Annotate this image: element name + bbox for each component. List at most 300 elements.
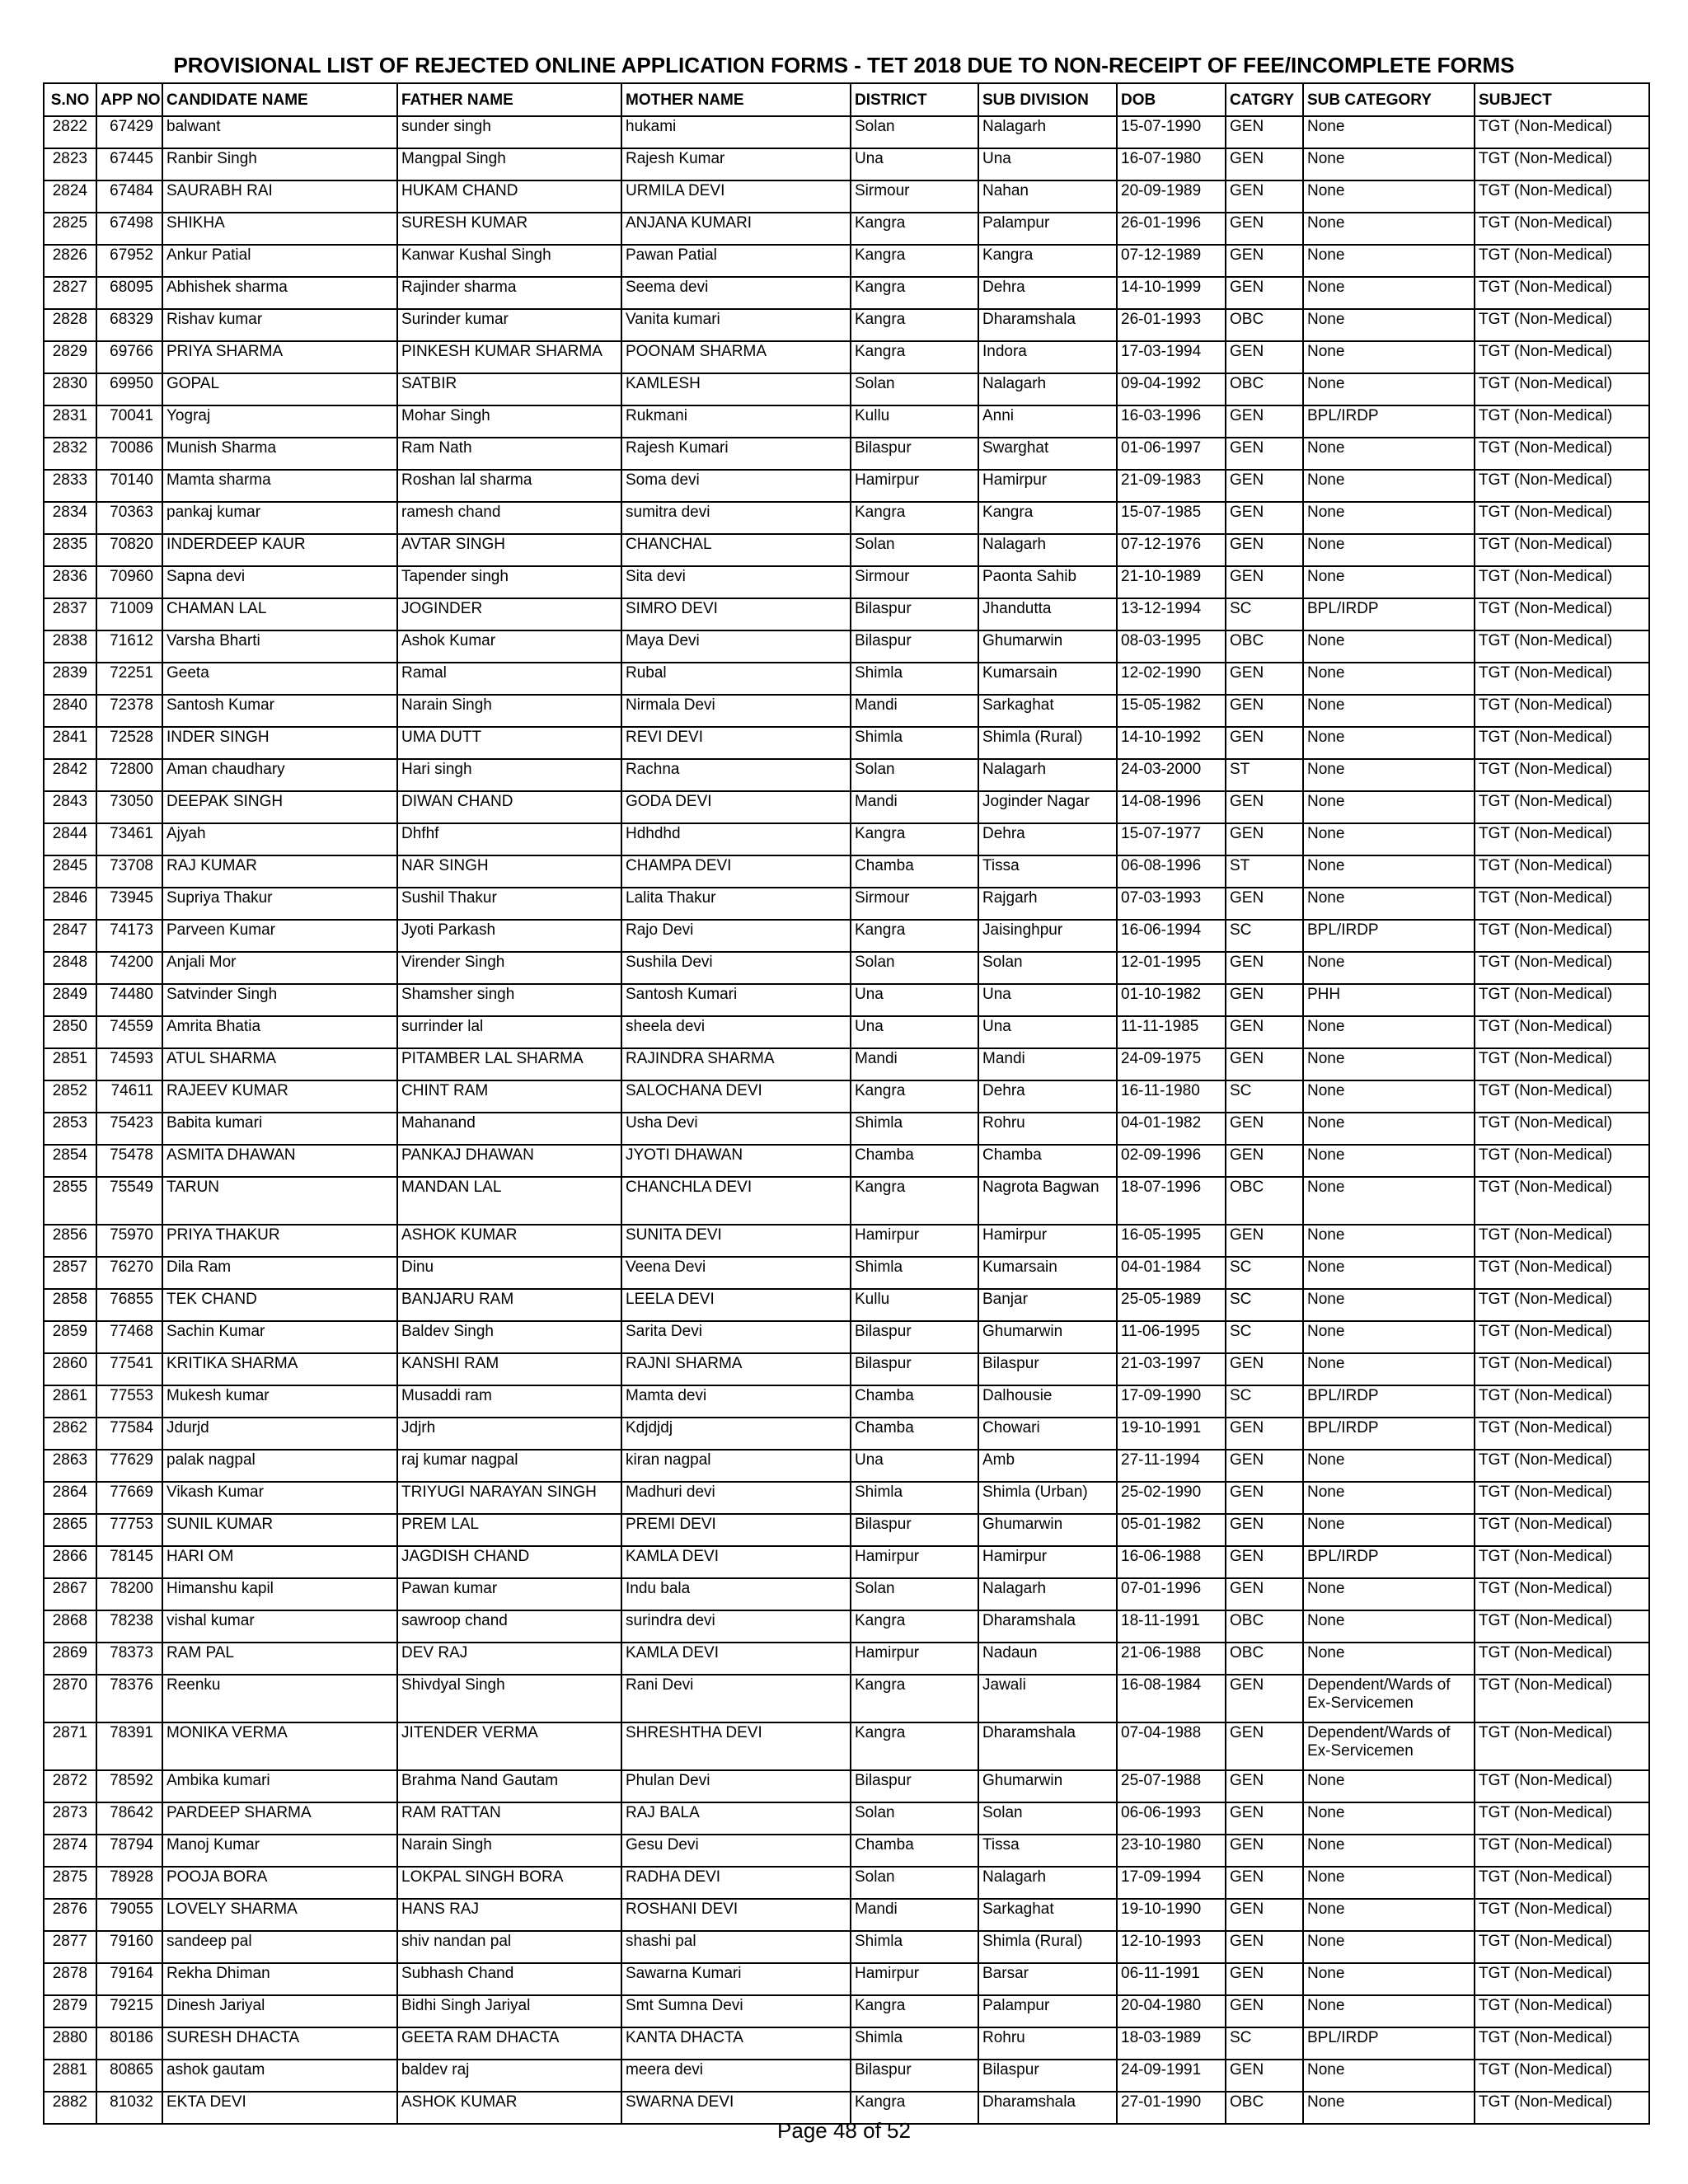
cell-dob: 27-01-1990 [1117,2092,1226,2124]
cell-district: Bilaspur [851,1353,978,1385]
table-row [44,502,1649,534]
cell-father-name: Shamsher singh [397,984,621,1016]
cell-subject: TGT (Non-Medical) [1475,727,1649,759]
cell-sno: 2846 [44,888,96,920]
cell-dob: 06-08-1996 [1117,855,1226,888]
cell-sub-category: None [1303,1113,1475,1145]
cell-father-name: Jdjrh [397,1418,621,1450]
cell-dob: 12-02-1990 [1117,663,1226,695]
cell-subject: TGT (Non-Medical) [1475,1418,1649,1450]
cell-sub-category: None [1303,1048,1475,1080]
cell-mother-name: surindra devi [621,1610,851,1643]
cell-sub-division: Dharamshala [978,309,1117,341]
cell-category: GEN [1226,534,1303,566]
table-row [44,1578,1649,1610]
cell-district: Sirmour [851,180,978,213]
cell-subject: TGT (Non-Medical) [1475,534,1649,566]
cell-sub-division: Chamba [978,1145,1117,1177]
cell-district: Shimla [851,1482,978,1514]
cell-candidate-name: SURESH DHACTA [162,2027,397,2060]
cell-candidate-name: INDER SINGH [162,727,397,759]
cell-app-no: 72378 [96,695,162,727]
cell-subject: TGT (Non-Medical) [1475,1353,1649,1385]
cell-sub-category: None [1303,180,1475,213]
cell-sub-division: Nadaun [978,1643,1117,1675]
cell-category: GEN [1226,213,1303,245]
cell-dob: 02-09-1996 [1117,1145,1226,1177]
cell-mother-name: URMILA DEVI [621,180,851,213]
cell-mother-name: Hdhdhd [621,823,851,855]
cell-sno: 2822 [44,116,96,148]
cell-district: Sirmour [851,888,978,920]
cell-district: Kullu [851,1289,978,1321]
cell-father-name: MANDAN LAL [397,1177,621,1225]
cell-father-name: Pawan kumar [397,1578,621,1610]
cell-mother-name: Phulan Devi [621,1770,851,1802]
page-number: Page 48 of 52 [777,2118,911,2143]
cell-sno: 2874 [44,1835,96,1867]
cell-candidate-name: PRIYA SHARMA [162,341,397,373]
cell-candidate-name: ASMITA DHAWAN [162,1145,397,1177]
cell-mother-name: Rukmani [621,405,851,438]
cell-candidate-name: Mukesh kumar [162,1385,397,1418]
column-header-mother-name: MOTHER NAME [621,83,851,116]
cell-district: Kangra [851,245,978,277]
cell-candidate-name: ashok gautam [162,2060,397,2092]
cell-sub-division: Hamirpur [978,470,1117,502]
cell-sub-category: None [1303,823,1475,855]
cell-app-no: 68095 [96,277,162,309]
cell-app-no: 74200 [96,952,162,984]
cell-candidate-name: EKTA DEVI [162,2092,397,2124]
cell-sub-division: Shimla (Rural) [978,727,1117,759]
cell-subject: TGT (Non-Medical) [1475,1643,1649,1675]
cell-district: Bilaspur [851,1514,978,1546]
cell-category: OBC [1226,373,1303,405]
cell-category: GEN [1226,1113,1303,1145]
cell-sub-category: None [1303,470,1475,502]
cell-sub-division: Solan [978,952,1117,984]
cell-sub-category: None [1303,1963,1475,1995]
cell-sub-category: None [1303,1802,1475,1835]
cell-candidate-name: PARDEEP SHARMA [162,1802,397,1835]
cell-sub-category: None [1303,341,1475,373]
cell-candidate-name: PRIYA THAKUR [162,1225,397,1257]
cell-father-name: CHINT RAM [397,1080,621,1113]
cell-sub-division: Hamirpur [978,1546,1117,1578]
cell-sno: 2858 [44,1289,96,1321]
cell-sno: 2850 [44,1016,96,1048]
cell-sub-category: BPL/IRDP [1303,2027,1475,2060]
cell-candidate-name: Satvinder Singh [162,984,397,1016]
table-row [44,630,1649,663]
cell-mother-name: Sarita Devi [621,1321,851,1353]
cell-sub-division: Nalagarh [978,534,1117,566]
cell-category: GEN [1226,695,1303,727]
cell-candidate-name: RAJ KUMAR [162,855,397,888]
cell-sno: 2882 [44,2092,96,2124]
cell-category: GEN [1226,1722,1303,1770]
cell-dob: 16-06-1988 [1117,1546,1226,1578]
cell-mother-name: Madhuri devi [621,1482,851,1514]
cell-candidate-name: Aman chaudhary [162,759,397,791]
column-header-sno: S.NO [44,83,96,116]
cell-sno: 2876 [44,1899,96,1931]
cell-candidate-name: Sachin Kumar [162,1321,397,1353]
cell-candidate-name: Mamta sharma [162,470,397,502]
cell-mother-name: Rajesh Kumar [621,148,851,180]
cell-district: Solan [851,952,978,984]
cell-father-name: UMA DUTT [397,727,621,759]
column-header-candidate-name: CANDIDATE NAME [162,83,397,116]
cell-district: Hamirpur [851,1643,978,1675]
cell-district: Kangra [851,2092,978,2124]
cell-sub-division: Rohru [978,1113,1117,1145]
cell-mother-name: Mamta devi [621,1385,851,1418]
cell-category: GEN [1226,277,1303,309]
cell-subject: TGT (Non-Medical) [1475,1048,1649,1080]
cell-subject: TGT (Non-Medical) [1475,1931,1649,1963]
table-row [44,855,1649,888]
cell-sno: 2877 [44,1931,96,1963]
cell-district: Solan [851,116,978,148]
cell-father-name: Mahanand [397,1113,621,1145]
cell-candidate-name: Dinesh Jariyal [162,1995,397,2027]
cell-sub-division: Una [978,984,1117,1016]
cell-mother-name: Rani Devi [621,1675,851,1722]
cell-sub-division: Rajgarh [978,888,1117,920]
cell-sno: 2862 [44,1418,96,1450]
cell-app-no: 77584 [96,1418,162,1450]
cell-dob: 15-07-1977 [1117,823,1226,855]
cell-dob: 18-07-1996 [1117,1177,1226,1225]
cell-category: OBC [1226,1610,1303,1643]
cell-father-name: sawroop chand [397,1610,621,1643]
table-body [44,116,1649,2124]
cell-mother-name: JYOTI DHAWAN [621,1145,851,1177]
cell-sno: 2881 [44,2060,96,2092]
cell-dob: 13-12-1994 [1117,598,1226,630]
table-row [44,373,1649,405]
cell-dob: 18-11-1991 [1117,1610,1226,1643]
cell-app-no: 70820 [96,534,162,566]
cell-father-name: HANS RAJ [397,1899,621,1931]
cell-father-name: Mohar Singh [397,405,621,438]
cell-subject: TGT (Non-Medical) [1475,598,1649,630]
cell-sub-category: None [1303,1995,1475,2027]
cell-sub-category: None [1303,1867,1475,1899]
cell-category: GEN [1226,438,1303,470]
cell-mother-name: SWARNA DEVI [621,2092,851,2124]
cell-sno: 2823 [44,148,96,180]
cell-father-name: raj kumar nagpal [397,1450,621,1482]
cell-sub-category: None [1303,663,1475,695]
cell-district: Bilaspur [851,1770,978,1802]
cell-sno: 2830 [44,373,96,405]
cell-category: GEN [1226,1450,1303,1482]
cell-dob: 07-04-1988 [1117,1722,1226,1770]
cell-app-no: 74611 [96,1080,162,1113]
cell-candidate-name: SAURABH RAI [162,180,397,213]
cell-subject: TGT (Non-Medical) [1475,1963,1649,1995]
cell-app-no: 77629 [96,1450,162,1482]
cell-sub-category: None [1303,1610,1475,1643]
table-header-row [44,83,1649,116]
cell-sub-category: None [1303,1353,1475,1385]
cell-sno: 2851 [44,1048,96,1080]
cell-dob: 16-11-1980 [1117,1080,1226,1113]
cell-category: OBC [1226,1643,1303,1675]
cell-app-no: 77541 [96,1353,162,1385]
cell-sub-category: None [1303,695,1475,727]
cell-candidate-name: SUNIL KUMAR [162,1514,397,1546]
cell-sub-division: Kangra [978,245,1117,277]
cell-app-no: 76855 [96,1289,162,1321]
cell-dob: 25-02-1990 [1117,1482,1226,1514]
cell-district: Mandi [851,695,978,727]
cell-subject: TGT (Non-Medical) [1475,791,1649,823]
cell-sno: 2832 [44,438,96,470]
table-row [44,245,1649,277]
cell-sno: 2880 [44,2027,96,2060]
cell-app-no: 67484 [96,180,162,213]
cell-dob: 06-11-1991 [1117,1963,1226,1995]
cell-app-no: 71612 [96,630,162,663]
cell-sub-category: None [1303,534,1475,566]
column-header-sub-category: SUB CATEGORY [1303,83,1475,116]
cell-father-name: surrinder lal [397,1016,621,1048]
cell-father-name: PITAMBER LAL SHARMA [397,1048,621,1080]
cell-dob: 17-09-1994 [1117,1867,1226,1899]
cell-app-no: 70086 [96,438,162,470]
cell-dob: 07-12-1976 [1117,534,1226,566]
cell-sno: 2833 [44,470,96,502]
cell-sub-division: Una [978,148,1117,180]
cell-app-no: 74173 [96,920,162,952]
cell-dob: 04-01-1984 [1117,1257,1226,1289]
cell-app-no: 71009 [96,598,162,630]
cell-candidate-name: Himanshu kapil [162,1578,397,1610]
cell-sub-division: Palampur [978,213,1117,245]
cell-category: SC [1226,1289,1303,1321]
cell-subject: TGT (Non-Medical) [1475,1802,1649,1835]
cell-sub-category: None [1303,1450,1475,1482]
cell-sub-division: Palampur [978,1995,1117,2027]
cell-mother-name: Lalita Thakur [621,888,851,920]
cell-district: Shimla [851,2027,978,2060]
table-row [44,1257,1649,1289]
cell-sub-category: None [1303,2092,1475,2124]
cell-dob: 16-03-1996 [1117,405,1226,438]
table-row [44,1802,1649,1835]
cell-sub-category: None [1303,1899,1475,1931]
table-row [44,2060,1649,2092]
cell-category: ST [1226,759,1303,791]
cell-candidate-name: Anjali Mor [162,952,397,984]
cell-sno: 2845 [44,855,96,888]
cell-dob: 16-08-1984 [1117,1675,1226,1722]
cell-subject: TGT (Non-Medical) [1475,1675,1649,1722]
cell-candidate-name: Munish Sharma [162,438,397,470]
table-row [44,1867,1649,1899]
cell-father-name: RAM RATTAN [397,1802,621,1835]
table-row [44,534,1649,566]
cell-subject: TGT (Non-Medical) [1475,341,1649,373]
cell-dob: 26-01-1996 [1117,213,1226,245]
cell-candidate-name: Varsha Bharti [162,630,397,663]
cell-dob: 24-09-1991 [1117,2060,1226,2092]
cell-district: Mandi [851,1048,978,1080]
cell-father-name: ramesh chand [397,502,621,534]
cell-app-no: 68329 [96,309,162,341]
cell-sub-division: Mandi [978,1048,1117,1080]
cell-app-no: 72800 [96,759,162,791]
cell-dob: 12-10-1993 [1117,1931,1226,1963]
cell-dob: 07-12-1989 [1117,245,1226,277]
cell-subject: TGT (Non-Medical) [1475,2092,1649,2124]
cell-subject: TGT (Non-Medical) [1475,2027,1649,2060]
cell-candidate-name: HARI OM [162,1546,397,1578]
cell-subject: TGT (Non-Medical) [1475,759,1649,791]
cell-mother-name: Santosh Kumari [621,984,851,1016]
cell-mother-name: Veena Devi [621,1257,851,1289]
cell-father-name: Ashok Kumar [397,630,621,663]
cell-dob: 24-03-2000 [1117,759,1226,791]
cell-sno: 2837 [44,598,96,630]
cell-sub-division: Swarghat [978,438,1117,470]
cell-sno: 2872 [44,1770,96,1802]
cell-candidate-name: Santosh Kumar [162,695,397,727]
cell-dob: 16-06-1994 [1117,920,1226,952]
cell-dob: 01-06-1997 [1117,438,1226,470]
cell-sno: 2867 [44,1578,96,1610]
cell-subject: TGT (Non-Medical) [1475,180,1649,213]
cell-dob: 16-07-1980 [1117,148,1226,180]
cell-category: GEN [1226,1578,1303,1610]
cell-sno: 2866 [44,1546,96,1578]
cell-sno: 2856 [44,1225,96,1257]
cell-category: GEN [1226,1931,1303,1963]
cell-category: GEN [1226,1145,1303,1177]
cell-candidate-name: ATUL SHARMA [162,1048,397,1080]
cell-app-no: 72528 [96,727,162,759]
cell-category: GEN [1226,1675,1303,1722]
cell-subject: TGT (Non-Medical) [1475,2060,1649,2092]
cell-sno: 2861 [44,1385,96,1418]
cell-district: Solan [851,1578,978,1610]
cell-subject: TGT (Non-Medical) [1475,148,1649,180]
cell-sub-category: None [1303,1177,1475,1225]
cell-mother-name: Soma devi [621,470,851,502]
cell-father-name: Roshan lal sharma [397,470,621,502]
table-row [44,920,1649,952]
cell-candidate-name: palak nagpal [162,1450,397,1482]
cell-sno: 2841 [44,727,96,759]
cell-dob: 07-03-1993 [1117,888,1226,920]
cell-candidate-name: sandeep pal [162,1931,397,1963]
cell-district: Kangra [851,1177,978,1225]
cell-father-name: BANJARU RAM [397,1289,621,1321]
cell-category: GEN [1226,952,1303,984]
cell-sub-category: None [1303,759,1475,791]
cell-district: Kangra [851,823,978,855]
cell-district: Hamirpur [851,1546,978,1578]
table-row [44,695,1649,727]
cell-dob: 26-01-1993 [1117,309,1226,341]
table-row [44,1016,1649,1048]
cell-district: Chamba [851,1835,978,1867]
cell-subject: TGT (Non-Medical) [1475,502,1649,534]
cell-father-name: Rajinder sharma [397,277,621,309]
cell-app-no: 70363 [96,502,162,534]
cell-category: GEN [1226,1835,1303,1867]
cell-app-no: 67952 [96,245,162,277]
cell-sno: 2852 [44,1080,96,1113]
cell-category: GEN [1226,245,1303,277]
cell-district: Una [851,1450,978,1482]
cell-sub-category: None [1303,502,1475,534]
cell-district: Kangra [851,213,978,245]
cell-sub-category: None [1303,148,1475,180]
cell-mother-name: LEELA DEVI [621,1289,851,1321]
rejected-forms-table [43,82,1650,2125]
cell-app-no: 75423 [96,1113,162,1145]
cell-candidate-name: Geeta [162,663,397,695]
table-row [44,213,1649,245]
cell-sub-category: BPL/IRDP [1303,405,1475,438]
cell-district: Kangra [851,1610,978,1643]
cell-mother-name: CHANCHLA DEVI [621,1177,851,1225]
table-row [44,791,1649,823]
cell-app-no: 78238 [96,1610,162,1643]
cell-category: GEN [1226,116,1303,148]
cell-sub-division: Amb [978,1450,1117,1482]
cell-sub-division: Indora [978,341,1117,373]
cell-sno: 2829 [44,341,96,373]
cell-sub-division: Dehra [978,823,1117,855]
cell-subject: TGT (Non-Medical) [1475,1385,1649,1418]
table-row [44,598,1649,630]
cell-category: GEN [1226,1867,1303,1899]
cell-candidate-name: Ambika kumari [162,1770,397,1802]
table-row [44,116,1649,148]
cell-dob: 08-03-1995 [1117,630,1226,663]
cell-district: Bilaspur [851,2060,978,2092]
cell-district: Chamba [851,1145,978,1177]
cell-dob: 06-06-1993 [1117,1802,1226,1835]
cell-app-no: 78145 [96,1546,162,1578]
cell-app-no: 75478 [96,1145,162,1177]
table-row [44,888,1649,920]
cell-dob: 27-11-1994 [1117,1450,1226,1482]
cell-subject: TGT (Non-Medical) [1475,1080,1649,1113]
cell-category: OBC [1226,2092,1303,2124]
cell-father-name: SURESH KUMAR [397,213,621,245]
table-row [44,1899,1649,1931]
cell-father-name: shiv nandan pal [397,1931,621,1963]
cell-sub-category: None [1303,1578,1475,1610]
cell-mother-name: Maya Devi [621,630,851,663]
cell-mother-name: Gesu Devi [621,1835,851,1867]
cell-candidate-name: pankaj kumar [162,502,397,534]
cell-subject: TGT (Non-Medical) [1475,1482,1649,1514]
cell-app-no: 81032 [96,2092,162,2124]
document-title: PROVISIONAL LIST OF REJECTED ONLINE APPLICATION FORMS - TET 2018 DUE TO NON-RECEIPT OF FEE/INCOMPLETE FORMS [173,53,1515,77]
cell-district: Solan [851,759,978,791]
cell-sub-division: Chowari [978,1418,1117,1450]
cell-category: SC [1226,1257,1303,1289]
cell-dob: 04-01-1982 [1117,1113,1226,1145]
